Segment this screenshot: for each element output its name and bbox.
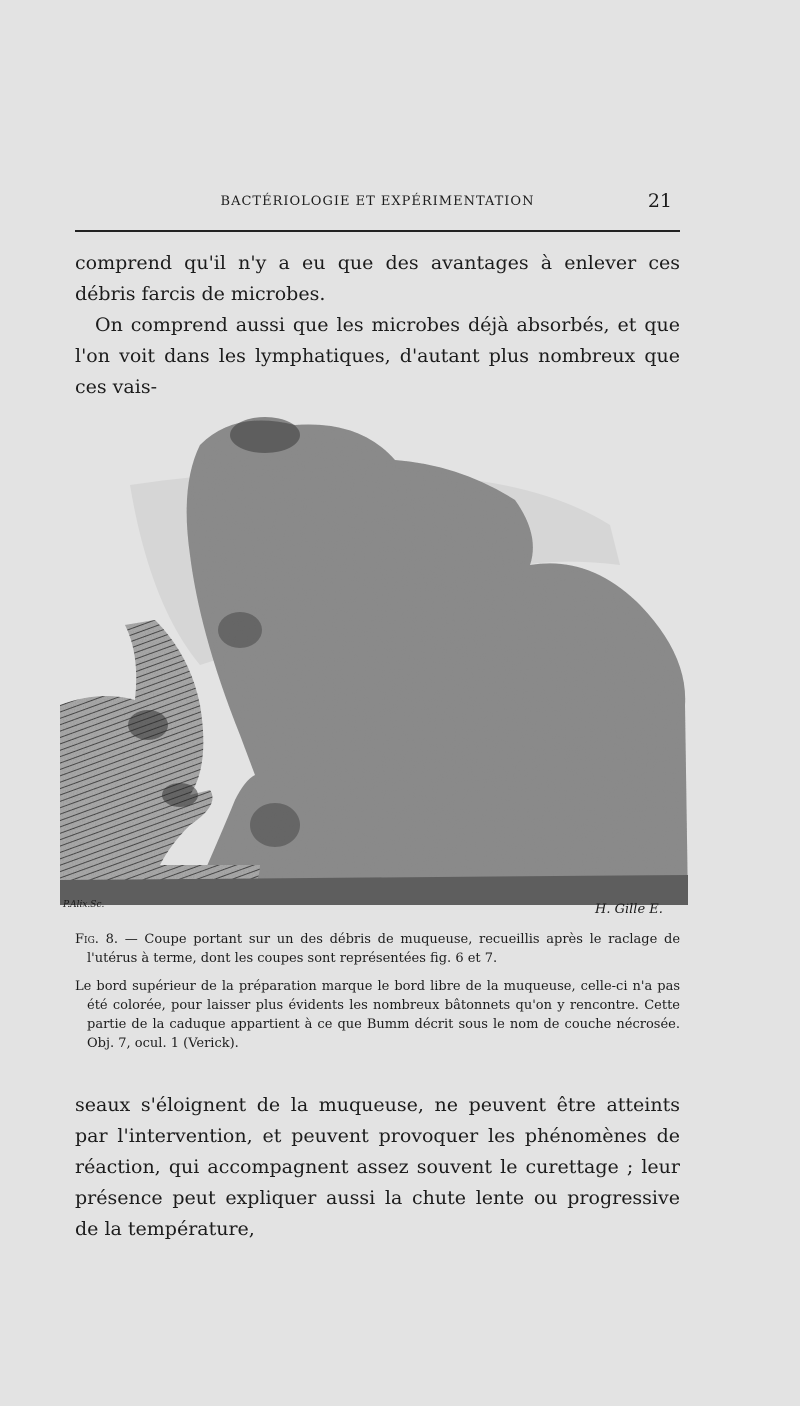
body-text-bottom (75, 1090, 680, 1245)
running-title: BACTÉRIOLOGIE ET EXPÉRIMENTATION (220, 194, 535, 209)
dark-cluster (218, 612, 262, 648)
dark-cluster (230, 417, 300, 453)
paragraph: On comprend aussi que les microbes déjà absorbés, et que l'on voit dans les lymphatiques, d'autant plus nombreux que ces vais- (75, 314, 680, 398)
page-header (75, 190, 680, 216)
caption-text: — Coupe portant sur un des débris de muqueuse, recueillis après le raclage de l'utérus à terme, dont les coupes sont représentées fig. 6 et 7. (87, 932, 681, 966)
dark-cluster (250, 803, 300, 847)
dark-cluster (162, 783, 198, 807)
page-number: 21 (647, 190, 672, 212)
header-rule (75, 230, 680, 232)
figure-caption (75, 930, 680, 968)
note-text: Le bord supérieur de la préparation marque le bord libre de la muqueuse, celle-ci n'a pas été colorée, pour laisser plus évidents les nombreux bâtonnets qu'on y rencontre. Cette partie de la caduque appartient à ce que Bumm décrit sous le nom de couche nécrosée. Obj. 7, ocul. 1 (Verick). (75, 979, 680, 1051)
artist-signature: H. Gille E. (595, 902, 663, 917)
base-layer (60, 875, 688, 905)
paragraph: comprend qu'il n'y a eu que des avantages à enlever ces débris farcis de microbes. (75, 252, 680, 305)
figure-note (75, 977, 680, 1053)
figure-label: Fig. 8. (75, 932, 118, 947)
dark-cluster (128, 710, 168, 740)
paragraph: seaux s'éloignent de la muqueuse, ne peuvent être atteints par l'intervention, et peuvent provoquer les phénomènes de réaction, qui accompagnent assez souvent le curettage ; leur présence peut expliquer aussi la chute lente ou progressive de la température, (75, 1094, 680, 1240)
engraver-signature: P.Alix.Sc. (63, 900, 105, 910)
body-text-top (75, 248, 680, 403)
histology-figure (60, 405, 688, 920)
